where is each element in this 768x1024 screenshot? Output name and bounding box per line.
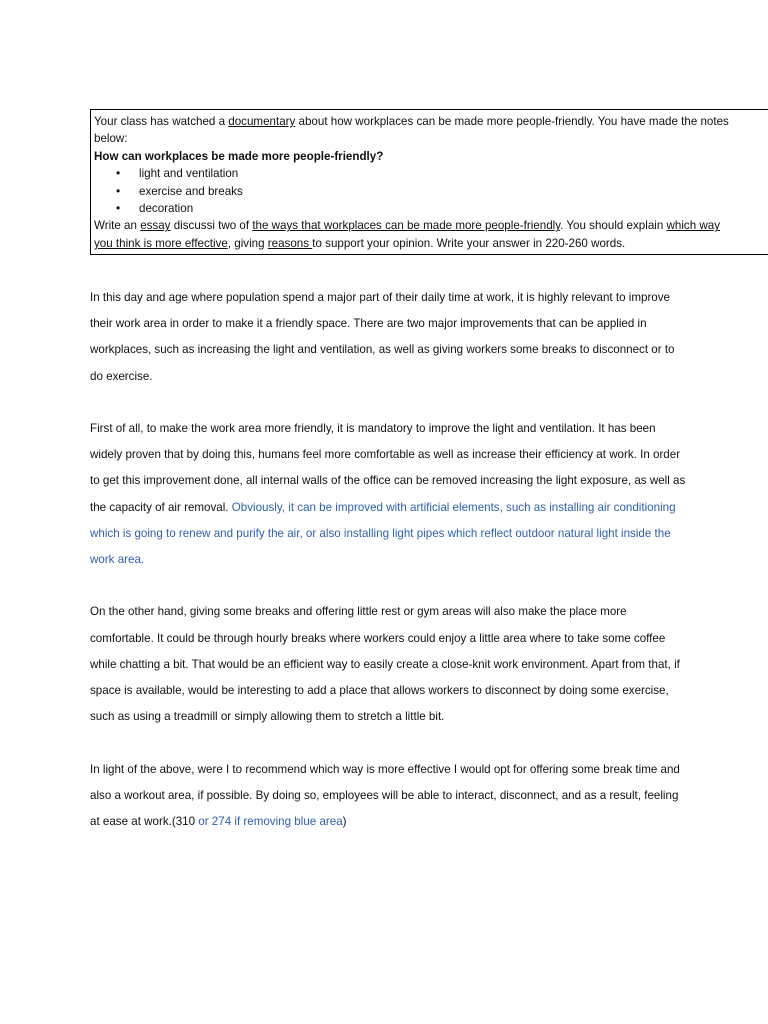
documentary-word: documentary (228, 115, 296, 128)
essay-paragraph-conclusion: In light of the above, were I to recommend which way is more effective I would opt for offering some break time and also a workout area, if possible. By doing so, employees will be able to interact, disconnect, and as a result, feeling at ease at work.(310 or 274 if removing blue area) (90, 762, 680, 829)
prompt-task-line-2: you think is more effective, giving reasons to support your opinion. Write your answer in 220-260 words. (94, 236, 626, 250)
bullet-icon: • (116, 166, 121, 181)
essay-body (90, 285, 690, 861)
list-item: • light and ventilation (94, 165, 768, 182)
prompt-intro-line-2: below: (94, 132, 128, 146)
essay-word: essay (140, 219, 171, 233)
prompt-intro-line: Your class has watched a documentary about how workplaces can be made more people-friendly. You have made the notes (94, 115, 729, 128)
task-prompt-box (90, 109, 768, 255)
reasons-word: reasons (267, 236, 313, 250)
list-item: • exercise and breaks (94, 183, 768, 200)
prompt-task-line: Write an essay discussi two of the ways that workplaces can be made more people-friendly. You should explain which way (94, 219, 721, 233)
notes-list (94, 165, 768, 217)
word-count-note: or 274 if removing blue area (198, 815, 343, 829)
blue-highlight-text: Obviously, it can be improved with artificial elements, such as installing air conditioning which is going to renew and purify the air, or also installing light pipes which reflect outdoor natural light inside the work area. (90, 500, 676, 567)
more-effective-phrase: you think is more effective (94, 236, 228, 250)
bullet-icon: • (116, 183, 121, 198)
which-way-phrase: which way (666, 219, 721, 233)
prompt-question: How can workplaces be made more people-friendly? (94, 149, 384, 163)
essay-paragraph-light: First of all, to make the work area more friendly, it is mandatory to improve the light and ventilation. It has been widely proven that by doing this, humans feel more comfortable as well as increase their efficiency at work. In order to get this improvement done, all internal walls of the office can be removed increasing the light exposure, as well as the capacity of air removal. Obviously, it can be improved with artificial elements, such as installing air conditioning which is going to renew and purify the air, or also installing light pipes which reflect outdoor natural light inside the work area. (90, 422, 686, 567)
list-item: • decoration (94, 200, 768, 217)
essay-paragraph-intro: In this day and age where population spend a major part of their daily time at work, it is highly relevant to improve their work area in order to make it a friendly space. There are two major improvements that can be applied in workplaces, such as increasing the light and ventilation, as well as giving workers some breaks to disconnect or to do exercise. (90, 291, 675, 383)
bullet-icon: • (116, 201, 121, 216)
essay-paragraph-breaks: On the other hand, giving some breaks and offering little rest or gym areas will also make the place more comfortable. It could be through hourly breaks where workers could enjoy a little area where to take some coffee while chatting a bit. That would be an efficient way to easily create a close-knit work environment. Apart from that, if space is available, would be interesting to add a place that allows workers to disconnect by doing some exercise, such as using a treadmill or simply allowing them to stretch a little bit. (90, 605, 680, 724)
ways-phrase: the ways that workplaces can be made more people-friendly (252, 219, 561, 233)
